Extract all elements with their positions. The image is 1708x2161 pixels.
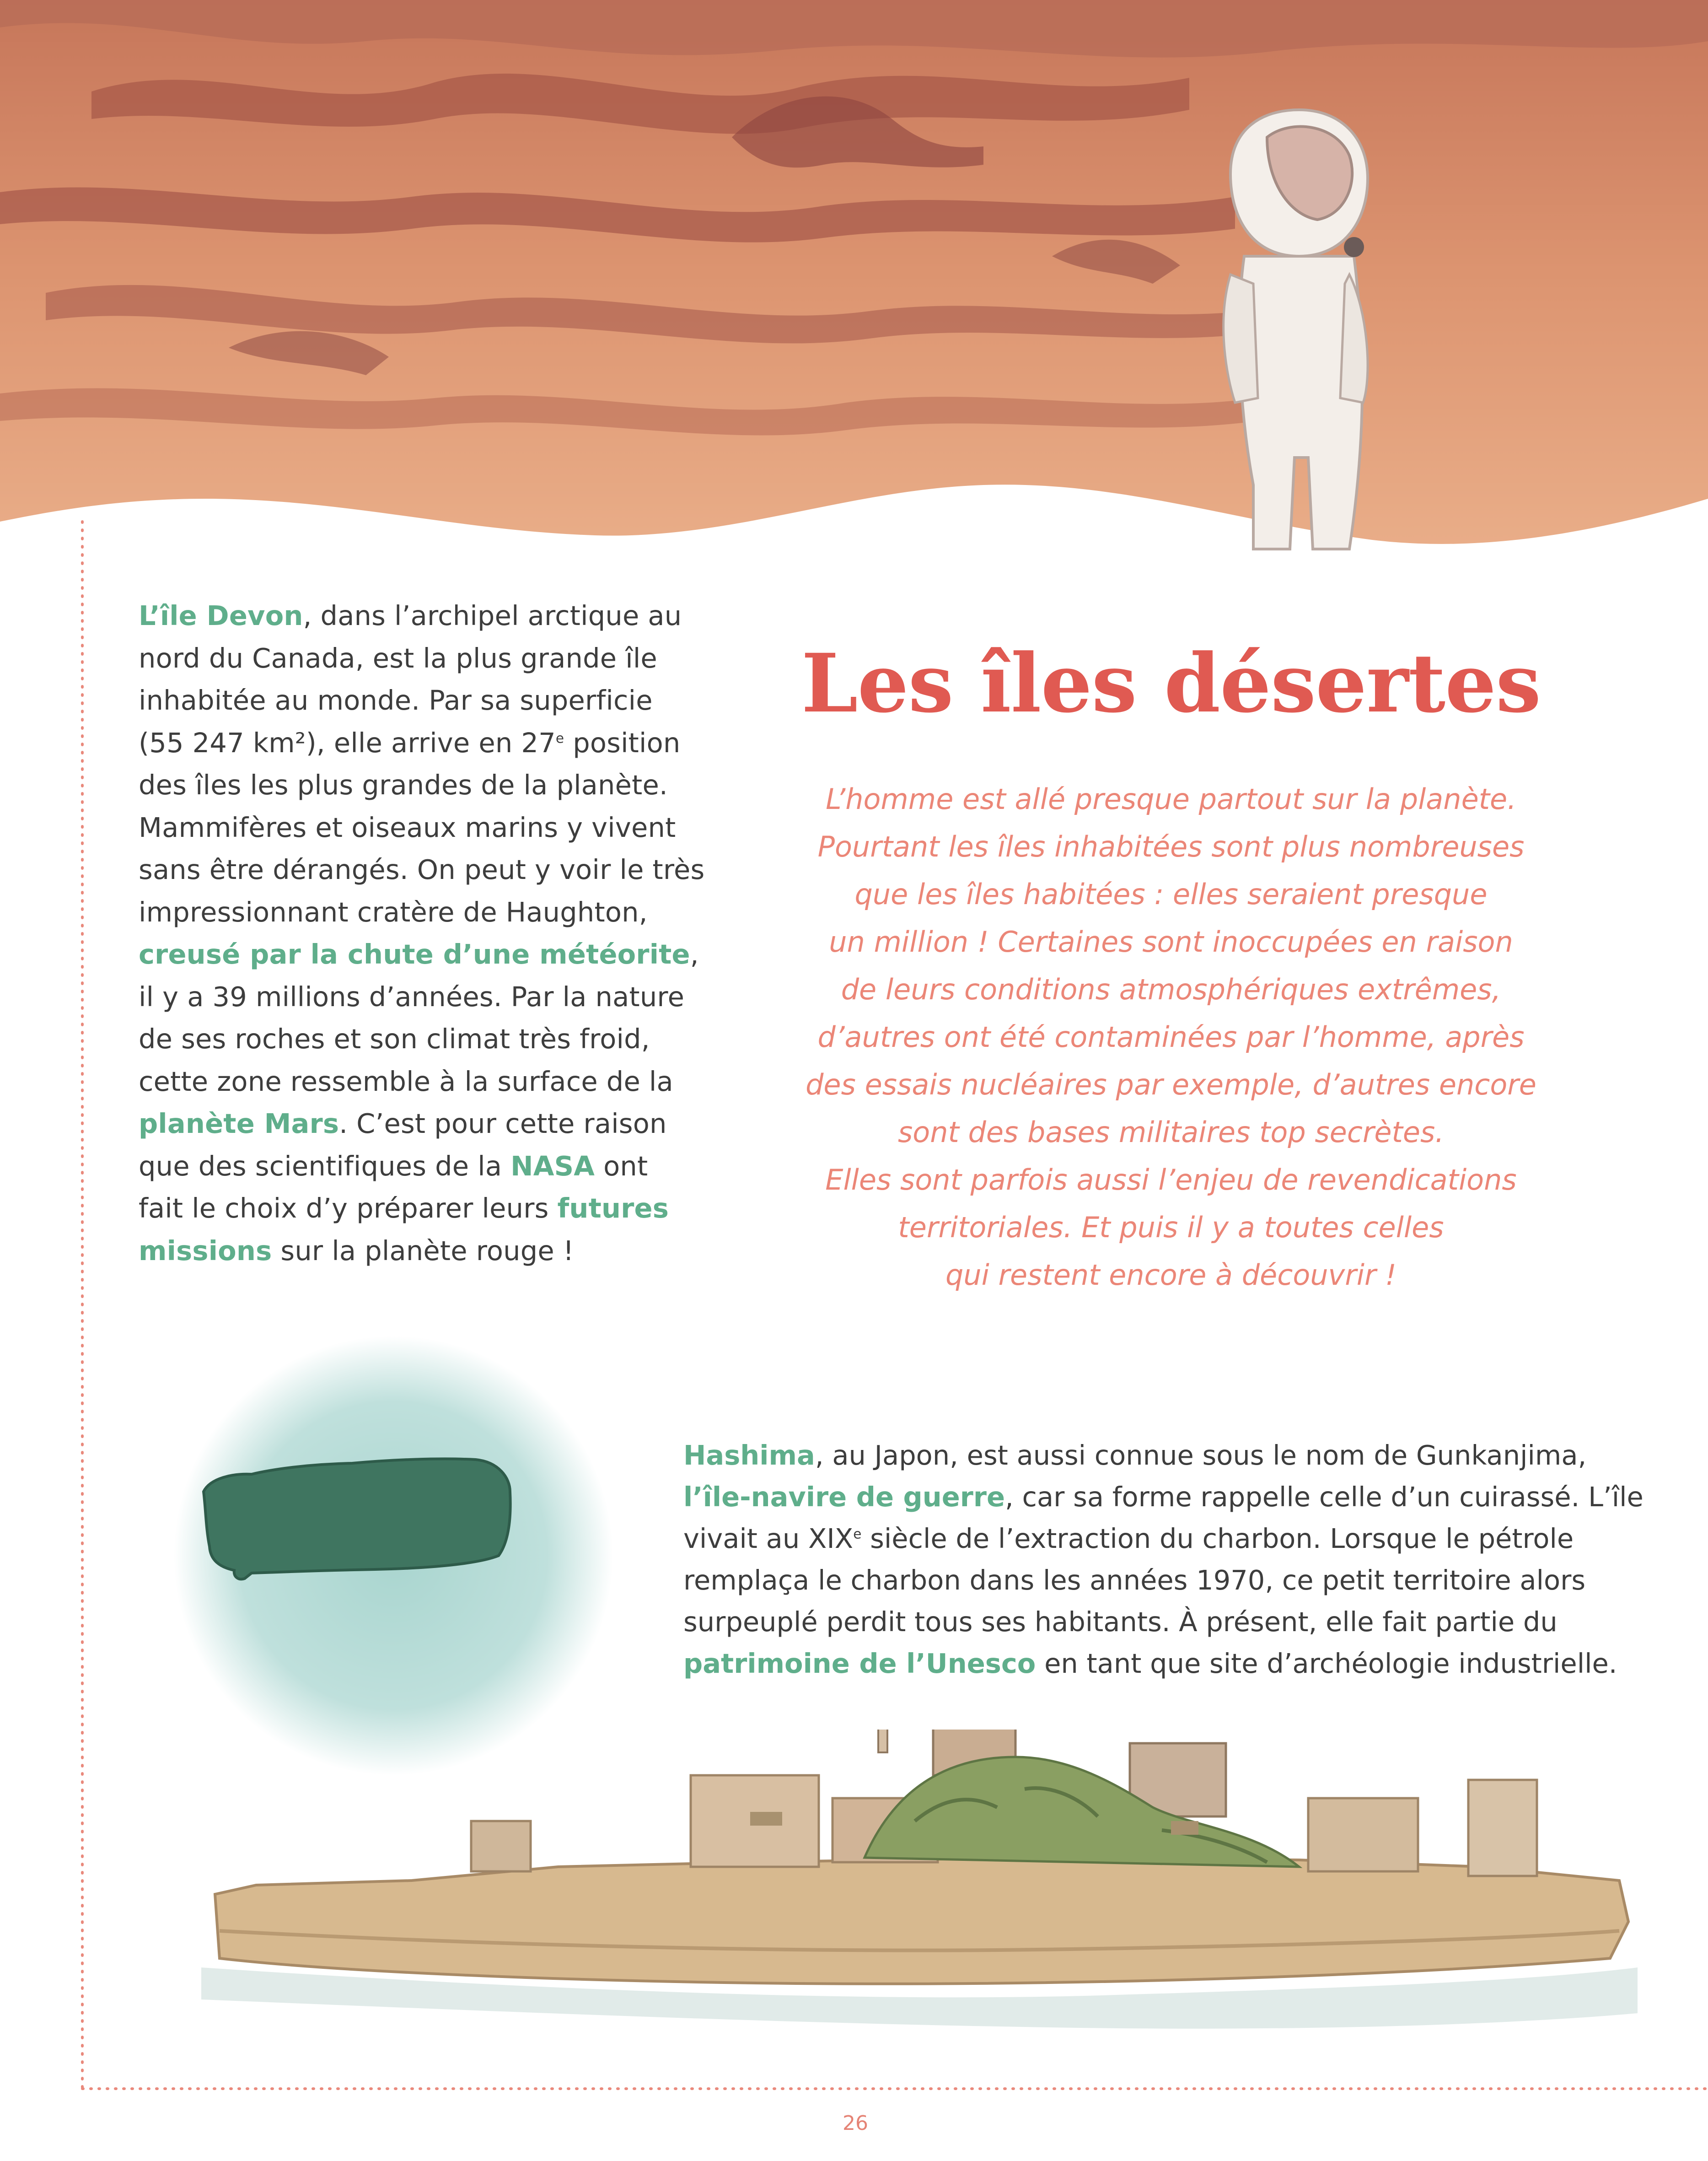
devon-paragraph: L’île Devon, dans l’archipel arctique au nord du Canada, est la plus grande île inhabitée au monde. Par sa superficie (55 247 km²), elle arrive en 27e position des îles les plus grandes de la planète. Mammifères et oiseaux marins y vivent sans être dérangés. On peut y voir le très impressionnant cratère de Haughton, creusé par la chute d’une météorite, il y a 39 millions d’années. Par la nature de ses roches et son climat très froid, cette zone ressemble à la surface de la planète Mars. C’est pour cette raison que des scientifiques de la NASA ont fait le choix d’y préparer leurs futures missions sur la planète rouge !	[139, 600, 705, 1266]
intro-paragraph: L’homme est allé presque partout sur la planète. Pourtant les îles inhabitées sont plus nombreuses que les îles habitées : elles seraient presque un million ! Certaines sont inoccupées en raison de leurs conditions atmosphériques extrêmes, d’autres ont été contaminées par l’homme, après des essais nucléaires par exemple, d’autres encore sont des bases militaires top secrètes. Elles sont parfois aussi l’enjeu de revendications territoriales. Et puis il y a toutes celles qui restent encore à découvrir !	[806, 782, 1536, 1292]
missions-highlight: missions	[139, 1234, 272, 1266]
hashima-island-shape	[204, 1459, 510, 1579]
unesco-highlight: patrimoine de l’Unesco	[683, 1648, 1036, 1679]
hashima-paragraph: Hashima, au Japon, est aussi connue sous le nom de Gunkanjima, l’île-navire de guerre, car sa forme rappelle celle d’un cuirassé. L’île vivait au XIXe siècle de l’extraction du charbon. Lorsque le pétrole remplaça le charbon dans les années 1970, ce petit territoire alors surpeuplé perdit tous ses habitants. À présent, elle fait partie du patrimoine de l’Unesco en tant que site d’archéologie industrielle.	[683, 1439, 1644, 1679]
futures-highlight: futures	[557, 1192, 669, 1224]
hashima-map-illustration	[137, 1327, 654, 1784]
page-title: Les îles désertes	[801, 636, 1541, 731]
meteorite-highlight: creusé par la chute d’une météorite	[139, 938, 690, 970]
nasa-highlight: NASA	[510, 1150, 595, 1182]
warship-island-highlight: l’île-navire de guerre	[683, 1481, 1005, 1513]
devon-highlight: L’île Devon	[139, 600, 303, 631]
mars-highlight: planète Mars	[139, 1108, 339, 1139]
hashima-highlight: Hashima	[683, 1439, 815, 1471]
hashima-island-panorama	[201, 1730, 1638, 2050]
page-number: 26	[810, 2112, 901, 2135]
